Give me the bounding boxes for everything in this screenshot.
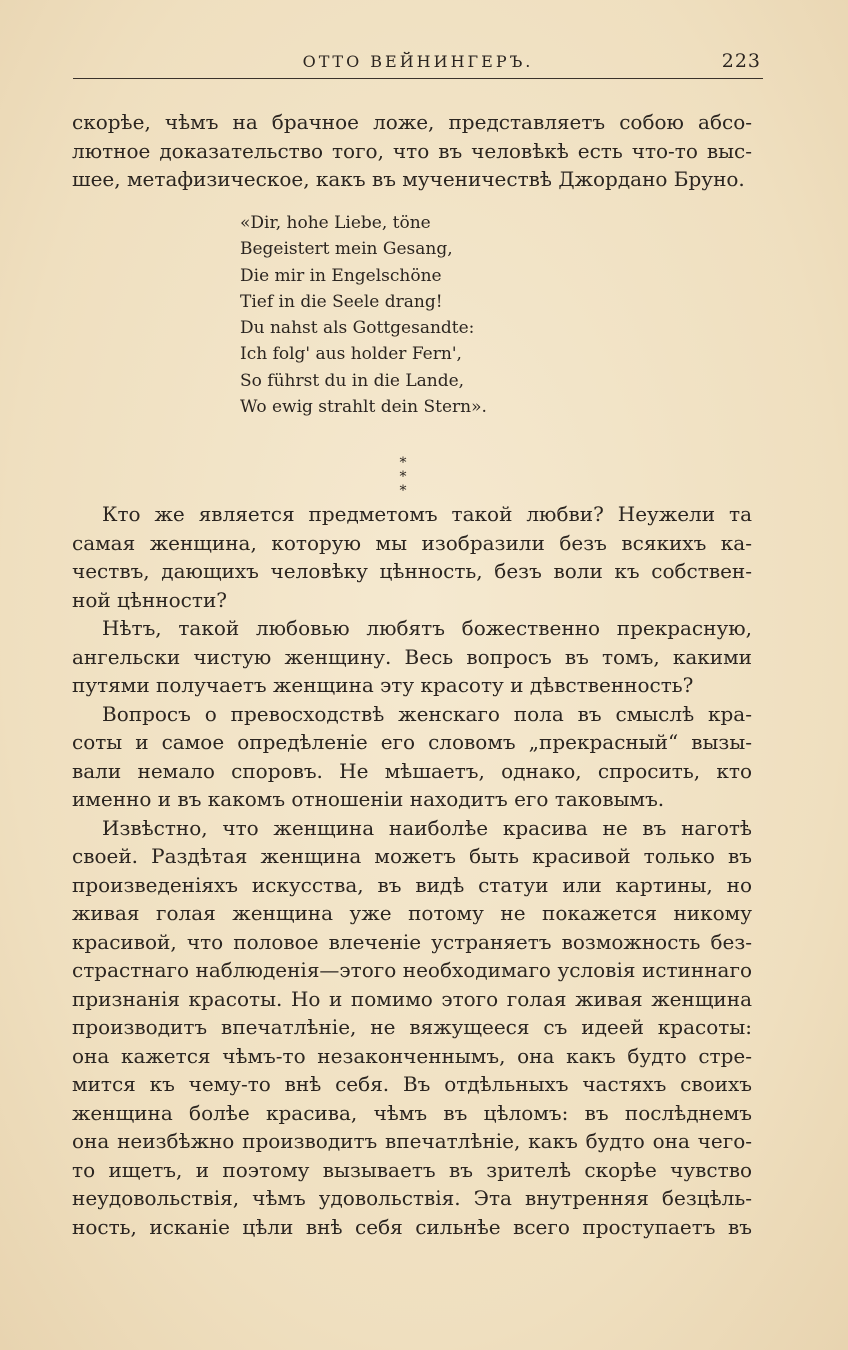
text-line: живая голая женщина уже потому не покажется никому bbox=[72, 901, 752, 925]
text-line: то ищетъ, и поэтому вызываетъ въ зрителѣ скорѣе чувство bbox=[72, 1157, 752, 1182]
text-line: красивой, что половое влеченіе устраняетъ возможность без- bbox=[72, 929, 752, 954]
text-line: Вопросъ о превосходствѣ женскаго пола въ смыслѣ кра- bbox=[102, 701, 752, 726]
text-line: мится къ чему-то внѣ себя. Въ отдѣльныхъ частяхъ своихъ bbox=[72, 1072, 752, 1096]
text-line: Извѣстно, что женщина наиболѣе красива не въ наготѣ bbox=[102, 815, 752, 840]
header-rule bbox=[73, 78, 763, 79]
poem-line: So führst du in die Lande, bbox=[240, 370, 465, 391]
asterism-divider bbox=[380, 456, 440, 498]
text-line: Кто же является предметомъ такой любви? Неужели та bbox=[102, 502, 752, 526]
text-line: ность, исканіе цѣли внѣ себя сильнѣе всего проступаетъ въ bbox=[72, 1214, 752, 1239]
poem-line: Wo ewig strahlt dein Stern». bbox=[240, 397, 487, 418]
poem-quotation bbox=[240, 210, 487, 420]
paragraph-before-poem bbox=[72, 108, 752, 194]
text-line: неудовольствія, чѣмъ удовольствія. Эта внутренняя безцѣль- bbox=[72, 1186, 752, 1210]
text-line: путями получаетъ женщина эту красоту и дѣвственность? bbox=[72, 673, 694, 697]
text-line: женщина болѣе красива, чѣмъ въ цѣломъ: въ послѣднемъ bbox=[72, 1100, 752, 1125]
text-line: произведеніяхъ искусства, въ видѣ статуи или картины, но bbox=[72, 872, 752, 897]
text-line: она неизбѣжно производитъ впечатлѣніе, какъ будто она чего- bbox=[72, 1129, 752, 1153]
page-number: 223 bbox=[721, 50, 761, 72]
poem-line: Begeistert mein Gesang, bbox=[240, 239, 453, 260]
text-line: производитъ впечатлѣніе, не вяжущееся съ идеей красоты: bbox=[72, 1015, 752, 1039]
poem-line: Tief in die Seele drang! bbox=[240, 291, 443, 312]
running-head-title: ОТТО ВЕЙНИНГЕРЪ. bbox=[302, 52, 534, 71]
text-line: чествъ, дающихъ человѣку цѣнность, безъ воли къ собствен- bbox=[72, 559, 752, 583]
poem-line: Die mir in Engelschöne bbox=[240, 265, 442, 286]
text-line: страстнаго наблюденія—этого необходимаго условія истиннаго bbox=[72, 958, 752, 982]
text-line: своей. Раздѣтая женщина можетъ быть красивой только въ bbox=[72, 844, 752, 868]
text-line: скорѣе, чѣмъ на брачное ложе, представляетъ собою абсо- bbox=[72, 110, 752, 134]
text-line: самая женщина, которую мы изобразили безъ всякихъ ка- bbox=[72, 530, 752, 555]
text-line: ной цѣнности? bbox=[72, 587, 227, 612]
text-line: лютное доказательство того, что въ человѣкѣ есть что-то выс- bbox=[72, 138, 752, 163]
text-after-poem bbox=[72, 500, 752, 1241]
poem-line: Ich folg' aus holder Fern', bbox=[240, 344, 462, 365]
asterism-bottom: * bbox=[399, 483, 421, 499]
poem-line: «Dir, hohe Liebe, töne bbox=[240, 213, 431, 233]
text-line: именно и въ какомъ отношеніи находитъ его таковымъ. bbox=[72, 787, 665, 811]
text-line: Нѣтъ, такой любовью любятъ божественно прекрасную, bbox=[102, 616, 752, 640]
text-line: ангельски чистую женщину. Весь вопросъ въ томъ, какими bbox=[72, 644, 752, 669]
asterism-top: * * bbox=[399, 455, 421, 485]
text-line: вали немало споровъ. Не мѣшаетъ, однако, спросить, кто bbox=[72, 758, 752, 783]
text-line: она кажется чѣмъ-то незаконченнымъ, она какъ будто стре- bbox=[72, 1043, 752, 1068]
text-line: шее, метафизическое, какъ въ мученичествѣ Джордано Бруно. bbox=[72, 167, 745, 191]
text-line: соты и самое опредѣленіе его словомъ „прекрасный“ вызы- bbox=[72, 730, 752, 754]
running-head bbox=[73, 50, 763, 80]
text-line: признанія красоты. Но и помимо этого голая живая женщина bbox=[72, 986, 752, 1011]
poem-line: Du nahst als Gottgesandte: bbox=[240, 318, 475, 339]
